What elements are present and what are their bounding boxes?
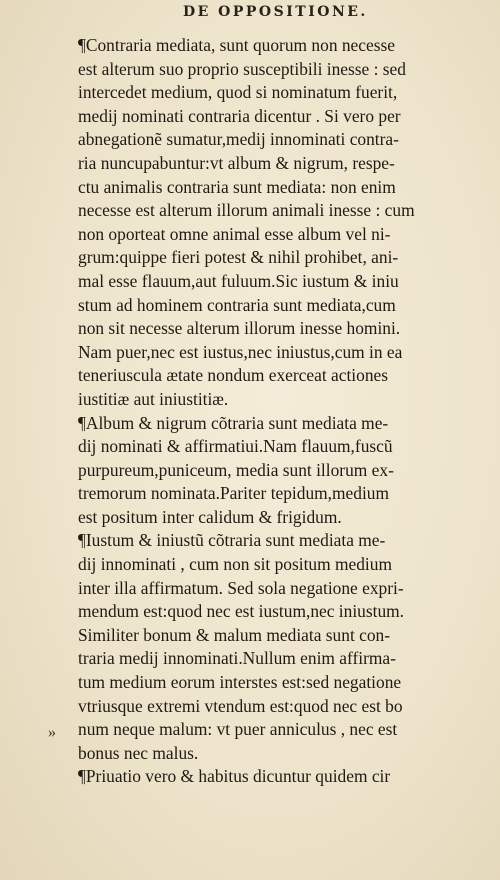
text-line: mal esse flauum,aut fuluum.Sic iustum & iniu (78, 270, 399, 291)
text-line: grum:quippe fieri potest & nihil prohibet, ani- (78, 247, 399, 268)
text-line: est alterum suo proprio susceptibili inesse : sed (78, 58, 406, 79)
text-line: ¶Iustum & iniustũ cõtraria sunt mediata me- (78, 530, 386, 551)
text-line: purpureum,puniceum, media sunt illorum ex- (78, 459, 394, 480)
text-line: dij innominati , cum non sit positum medium (78, 554, 392, 575)
text-line: intercedet medium, quod si nominatum fuerit, (78, 82, 398, 103)
text-line: ¶Album & nigrum cõtraria sunt mediata me- (78, 412, 389, 433)
text-line: ria nuncupabuntur:vt album & nigrum, respe- (78, 152, 395, 173)
text-line: abnegationẽ sumatur,medij innominati contra- (78, 129, 399, 150)
margin-mark: » (48, 724, 56, 741)
text-line: dij nominati & affirmatiui.Nam flauum,fuscũ (78, 436, 393, 457)
text-line: ¶Priuatio vero & habitus dicuntur quidem cir (78, 766, 391, 787)
text-line: Nam puer,nec est iustus,nec iniustus,cum in ea (78, 341, 403, 362)
text-line: stum ad hominem contraria sunt mediata,cum (78, 294, 396, 315)
text-line: est positum inter calidum & frigidum. (78, 506, 342, 527)
text-line: traria medij innominati.Nullum enim affirma- (78, 648, 396, 669)
text-line: bonus nec malus. (78, 742, 199, 763)
body-text (78, 34, 468, 789)
text-line: iustitiæ aut iniustitiæ. (78, 388, 229, 409)
text-line: Similiter bonum & malum mediata sunt con- (78, 624, 391, 645)
text-line: tremorum nominata.Pariter tepidum,medium (78, 483, 390, 504)
text-line: medij nominati contraria dicentur . Si vero per (78, 105, 401, 126)
text-line: vtriusque extremi vtendum est:quod nec est bo (78, 695, 403, 716)
text-line: num neque malum: vt puer anniculus , nec est (78, 719, 398, 740)
text-line: ctu animalis contraria sunt mediata: non enim (78, 176, 396, 197)
text-line: ¶Contraria mediata, sunt quorum non necesse (78, 35, 395, 55)
text-line: teneriuscula ætate nondum exerceat actiones (78, 365, 388, 386)
text-line: tum medium eorum interstes est:sed negatione (78, 672, 402, 693)
text-line: inter illa affirmatum. Sed sola negatione expri- (78, 577, 404, 598)
text-line: necesse est alterum illorum animali inesse : cum (78, 200, 415, 221)
text-line: non oporteat omne animal esse album vel ni- (78, 223, 391, 244)
running-header: DE OPPOSITIONE. (183, 4, 368, 20)
text-line: non sit necesse alterum illorum inesse homini. (78, 318, 401, 339)
text-line: mendum est:quod nec est iustum,nec iniustum. (78, 601, 405, 622)
